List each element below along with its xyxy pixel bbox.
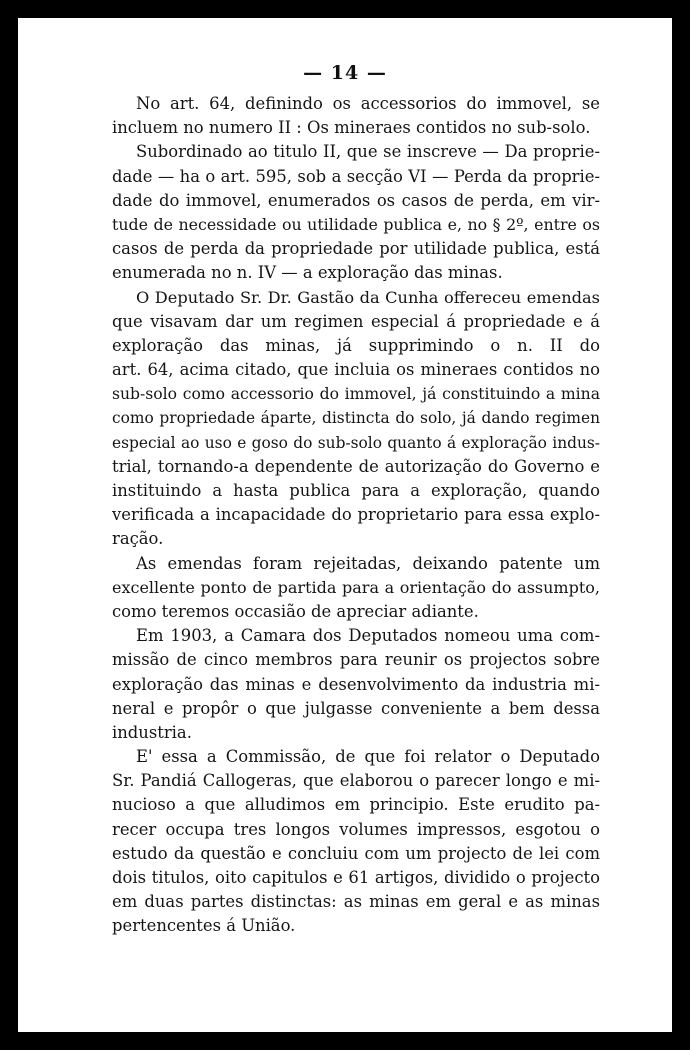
text-line: tude de necessidade ou utilidade publica e, no § 2º, entre os [112,214,600,234]
text-line: ração. [112,529,164,549]
text-line: As emendas foram rejeitadas, deixando patente um [136,553,600,573]
text-line: Em 1903, a Camara dos Deputados nomeou uma com- [136,626,600,646]
text-line: trial, tornando-a dependente de autorização do Governo e [112,456,600,476]
text-line: incluem no numero II : Os mineraes contidos no sub-solo. [112,118,591,138]
paragraph [112,624,600,745]
text-line: como propriedade áparte, distincta do solo, já dando regimen [112,409,600,428]
paragraph [112,286,600,552]
text-line: No art. 64, definindo os accessorios do immovel, se [136,94,600,113]
text-line: O Deputado Sr. Dr. Gastão da Cunha offereceu emendas [136,287,600,307]
text-line: estudo da questão e concluiu com um projecto de lei com [112,843,600,863]
body-text [112,92,600,939]
text-line: dois titulos, oito capitulos e 61 artigos, dividido o projecto [112,868,600,887]
text-line: verificada a incapacidade do proprietario para essa explo- [112,505,600,525]
document-page [18,18,672,1032]
text-line: recer occupa tres longos volumes impressos, esgotou o [112,819,600,839]
page-number: — 14 — [303,62,387,84]
text-line: Subordinado ao titulo II, que se inscreve — Da proprie- [136,142,600,162]
text-line: em duas partes distinctas: as minas em geral e as minas [112,892,600,912]
text-line: E' essa a Commissão, de que foi relator o Deputado [136,747,600,767]
text-line: excellente ponto de partida para a orientação do assumpto, [112,577,600,597]
text-line: que visavam dar um regimen especial á propriedade e á [112,311,600,331]
text-line: casos de perda da propriedade por utilidade publica, está [112,239,600,259]
text-line: instituindo a hasta publica para a exploração, quando [112,481,600,500]
paragraph [112,140,600,285]
paragraph [112,745,600,939]
text-line: dade — ha o art. 595, sob a secção VI — Perda da proprie- [112,166,600,186]
text-line: Sr. Pandiá Callogeras, que elaborou o parecer longo e mi- [112,771,600,791]
text-line: enumerada no n. IV — a exploração das minas. [112,263,503,283]
text-line: como teremos occasião de apreciar adiante. [112,601,479,621]
text-line: industria. [112,722,192,742]
text-line: art. 64, acima citado, que incluia os mineraes contidos no [112,360,600,380]
text-line: missão de cinco membros para reunir os projectos sobre [112,650,600,670]
text-line: dade do immovel, enumerados os casos de perda, em vir- [112,190,600,210]
text-line: neral e propôr o que julgasse conveniente a bem dessa [112,698,600,718]
text-line: nucioso a que alludimos em principio. Este erudito pa- [112,795,600,815]
text-line: especial ao uso e goso do sub-solo quanto á exploração indus- [112,433,600,452]
text-line: exploração das minas, já supprimindo o n. II do [112,335,600,355]
text-line: pertencentes á União. [112,916,296,936]
paragraph [112,92,600,140]
paragraph [112,552,600,625]
text-line: exploração das minas e desenvolvimento da industria mi- [112,674,600,694]
text-line: sub-solo como accessorio do immovel, já constituindo a mina [112,385,600,404]
